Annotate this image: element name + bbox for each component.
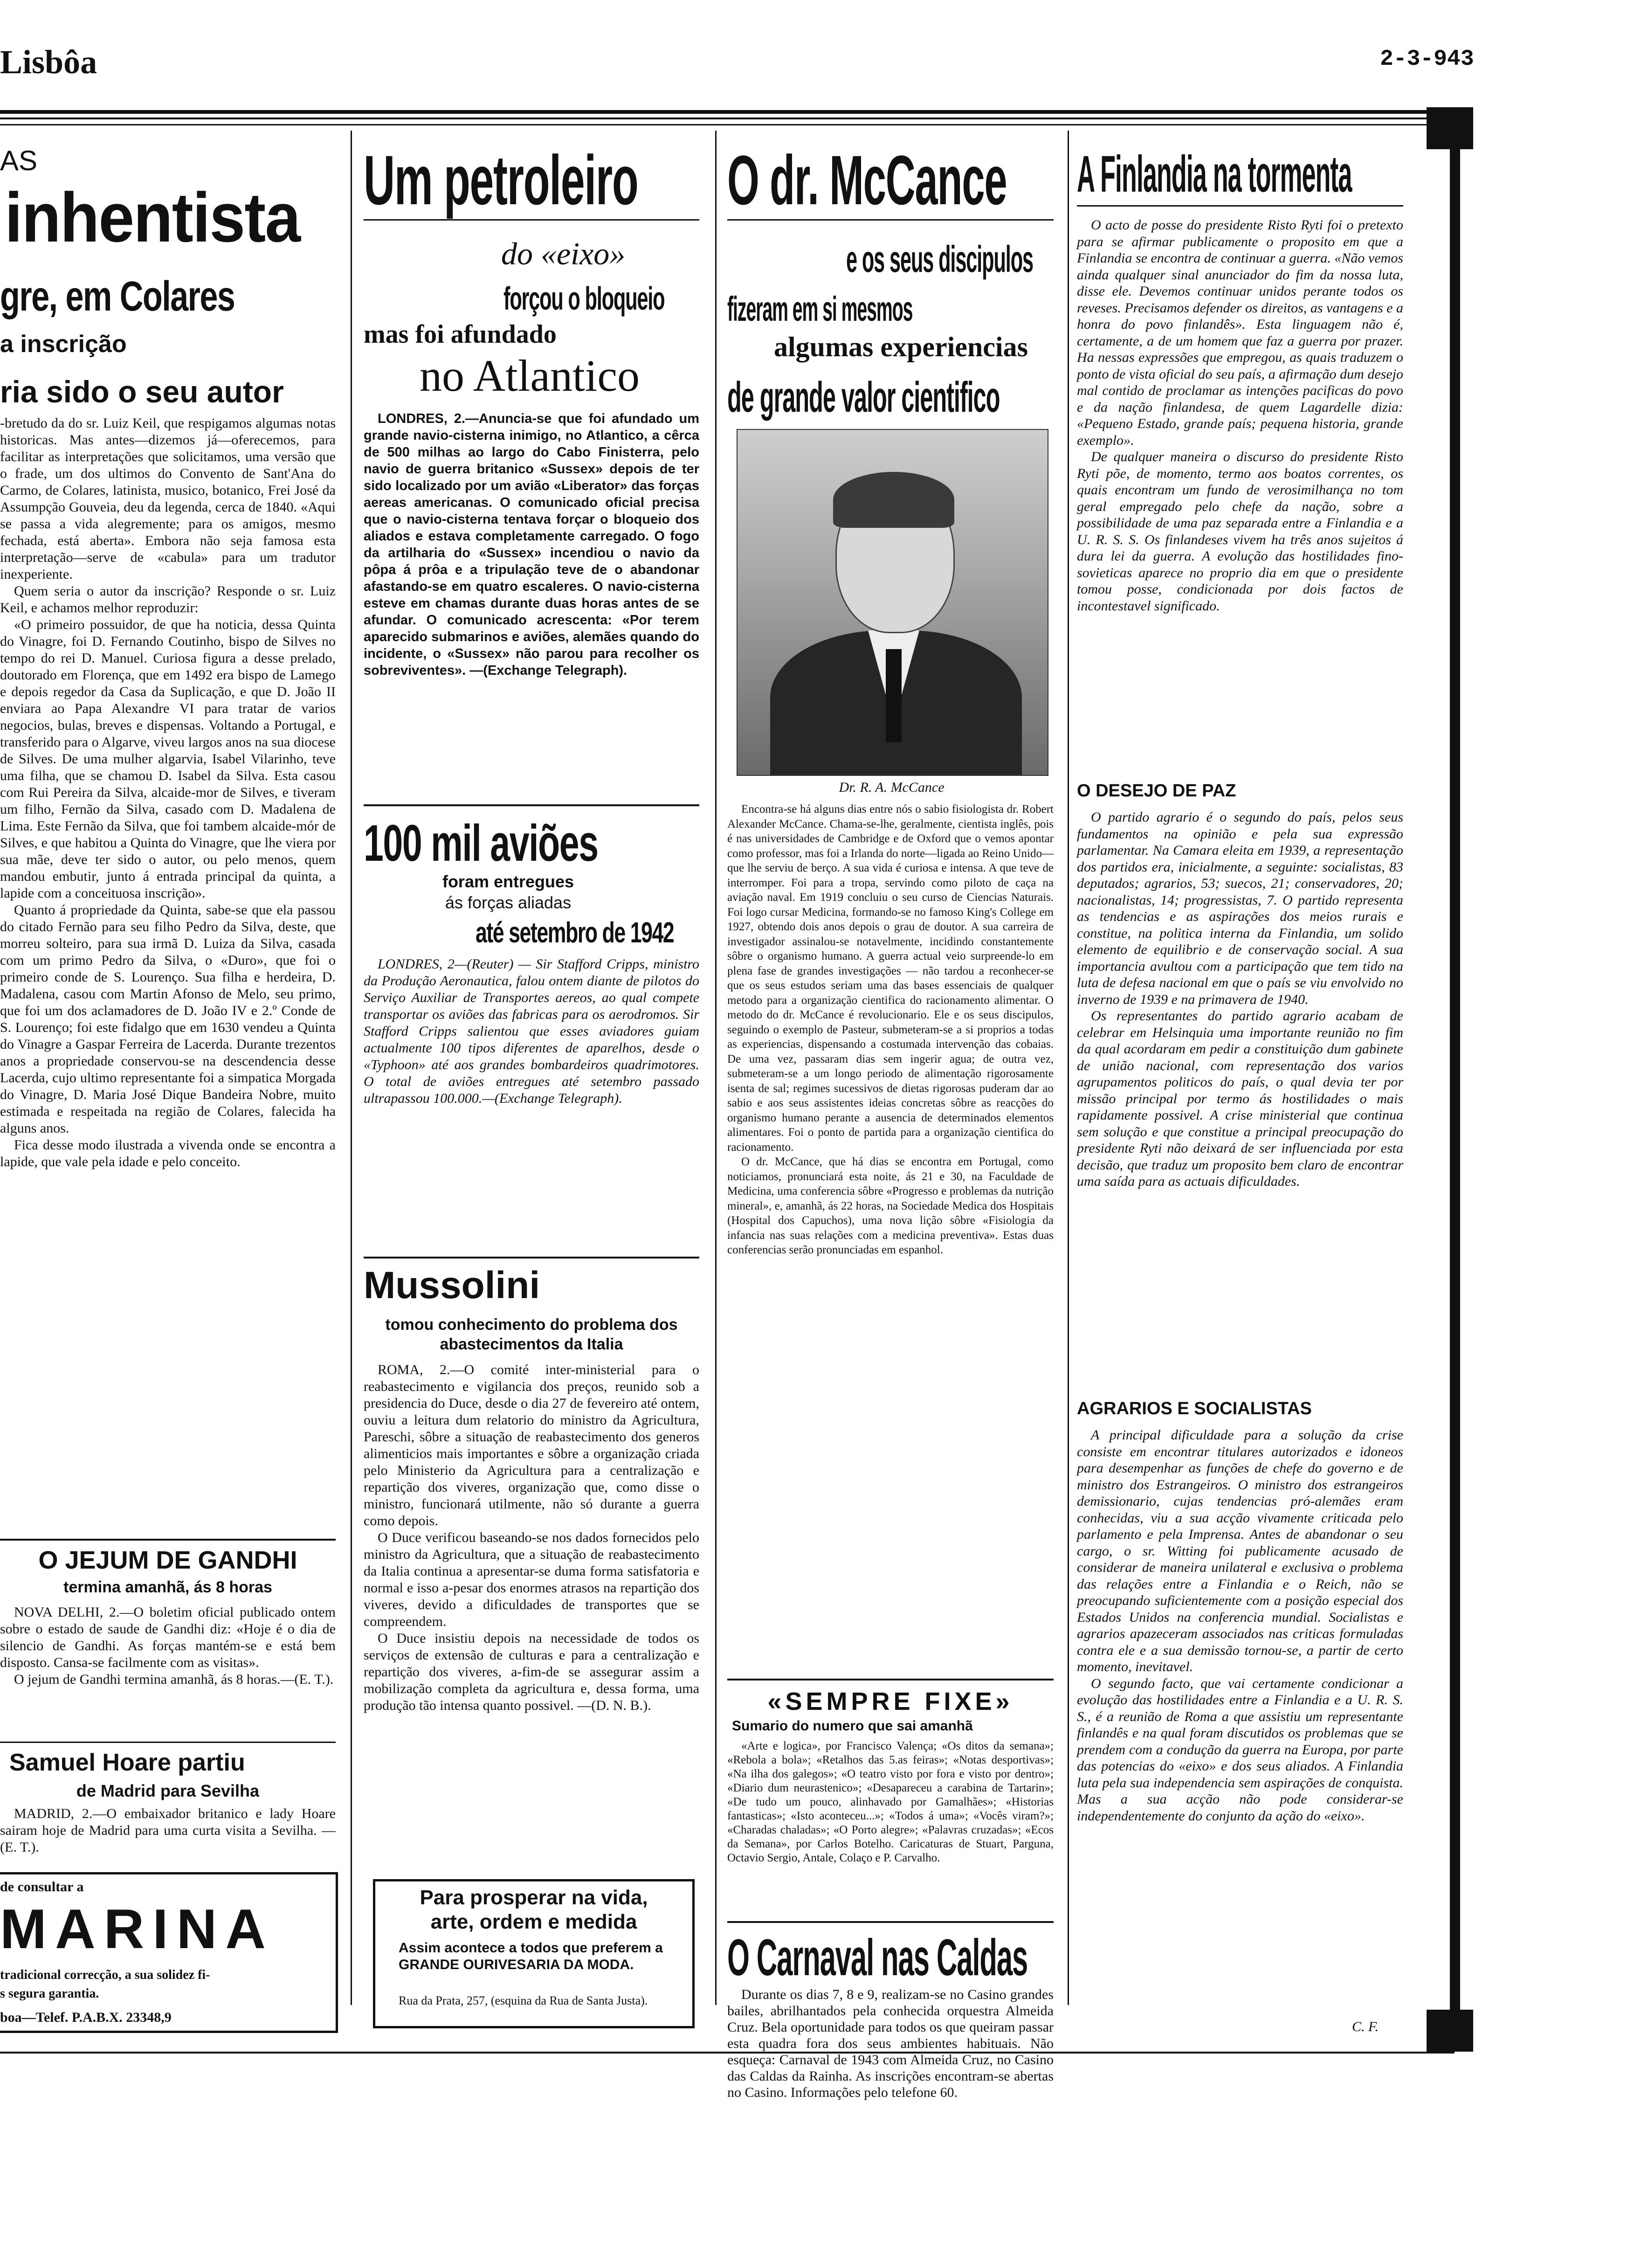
mccance-paragraph-2: O dr. McCance, que há dias se encontra em Portugal, como noticiamos, pronunciará esta noite, ás 21 e 30, na Faculdade de Medicina, uma conferencia sôbre «Progresso e problemas da nutrição mineral», e, amanhã, ás 22 horas, na Sociedade Medica dos Hospitais (Hospital dos Capuchos), uma nova lição sôbre «Fisiologia da infancia nas suas relações com a medicina preventiva». Estas duas conferencias serão pronunciadas em espanhol. — [727, 1155, 1054, 1256]
mccance-photo-caption: Dr. R. A. McCance — [839, 780, 945, 795]
finlandia-signature: C. F. — [1352, 2019, 1379, 2034]
header-date: 2-3-943 — [1380, 47, 1474, 72]
col3-divider-2 — [727, 1921, 1054, 1923]
mussolini-paragraph-3: O Duce insistiu depois na necessidade de todos os serviços de extensão de culturas e para a centralização e repartição dos viveres, a-fim-de se assegurar assim a mobilização completa da agricultura e, dessa forma, uma produção tão intensa quanto possivel. —(D. N. B.). — [364, 1631, 699, 1713]
desejo-paragraph-2: Os representantes do partido agrario acabam de celebrar em Helsinquia uma importante reunião no fim da qual acordaram em pedir a constituição dum gabinete de união nacional, com representação dos varios agrupamentos politicos do país, o qual devia ter por missão principal por termo ás hostilidades o mais rapidamente possivel. A crise ministerial que continua sem solução e que constitue a principal preocupação do presidente Ryti não deixará de ser influenciada por esta decisão, que traduz um proposito bem claro de encontrar uma saída para as actuais dificuldades. — [1077, 1008, 1403, 1189]
mccance-photo — [737, 429, 1048, 776]
gandhi-title: O JEJUM DE GANDHI — [38, 1546, 297, 1574]
margin-block-bottom — [1427, 2010, 1473, 2052]
marina-ad-line1: de consultar a — [0, 1879, 84, 1895]
petroleiro-sub-left: mas foi afundado — [364, 320, 557, 349]
finlandia-body — [1077, 217, 1403, 614]
col1-paragraph-5: Fica desse modo ilustrada a vivenda onde se encontra a lapide, que vale pela idade e pelo conceito. — [0, 1137, 336, 1169]
avioes-body: LONDRES, 2—(Reuter) — Sir Stafford Cripps, ministro da Produção Aeronautica, falou ontem diante de pilotos do Serviço Auxiliar de Transportes aereos, ao qual compete transportar os aviões das fabricas para os aerodromos. Sir Stafford Cripps salientou que esses aviadores guiam actualmente 100 tipos diferentes de aparelhos, desde o «Typhoon» até aos grandes bombardeiros quadrimotores. O total de aviões entregues até setembro passado ultrapassou 100.000.—(Exchange Telegraph). — [364, 956, 699, 1106]
col1-body — [0, 415, 336, 1170]
col1-paragraph-2: Quem seria o autor da inscrição? Responde o sr. Luiz Keil, e achamos melhor reproduzir: — [0, 583, 336, 615]
mccance-sub4: de grande valor cientifico — [727, 373, 1000, 421]
gandhi-paragraph-2: O jejum de Gandhi termina amanhã, ás 8 horas.—(E. T.). — [14, 1672, 334, 1687]
finlandia-paragraph-1: O acto de posse do presidente Risto Ryti foi o pretexto para se afirmar publicamente o proposito em que a Finlandia se encontra de continuar a guerra. «Não vemos ainda qualquer sinal anunciador do fim da nossa luta, disse ele. Devemos continuar unidos perante todos os reveses. Precisamos defender os direitos, as vantagens e a honra do povo finlandês». Esta linguagem não é, certamente, a de um homem que faz a guerra por prazer. Ha nessas expressões que empregou, as quais traduzem o ponto de vista oficial do seu país, a afirmação dum desejo mal contido de proclamar as intenções pacificas do povo e da nação finlandesa, de quem Lagardelle dizia: «Pequeno Estado, grande país; pequena historia, grande exemplo». — [1077, 217, 1403, 448]
desejo-title: O DESEJO DE PAZ — [1077, 781, 1236, 801]
col3-head-rule — [727, 219, 1054, 221]
sempre-fixe-body: «Arte e logica», por Francisco Valença; «Os ditos da semana»; «Rebola a bola»; «Retalhos das 5.as feiras»; «Notas desportivas»; «Na ilha dos galegos»; «O teatro visto por fora e visto por dentro»; «Diario dum neurastenico»; «Desapareceu a carabina de Tartarin»; «De tudo um pouco, alinhavado por Gamalhães»; «Historias fantasticas»; «Isto aconteceu...»; «Todos á uma»; «Vocês viram?»; «Charadas chaladas»; «O Porto alegre»; «Palavras cruzadas»; «Ecos da Semana», por Carlos Botelho. Caricaturas de Stuart, Parguna, Octavio Sergio, Antale, Colaço e P. Carvalho. — [727, 1740, 1054, 1864]
finlandia-paragraph-2: De qualquer maneira o discurso do presidente Risto Ryti põe, de momento, termo aos boatos correntes, os quais encontram um fundo de verosimilhança no tom geral empregado pelo chefe da nação, sobre a possibilidade de uma paz separada entre a Finlandia e a U. R. S. S. Os finlandeses vivem ha três anos sujeitos á dura lei da guerra. A evolução das hostilidades fino-sovieticas aparece no proprio dia em que o presidente tomou posse, condicionada por dois factos de incontestavel significado. — [1077, 449, 1403, 614]
mccance-sub1: e os seus discipulos — [846, 238, 1033, 280]
hoare-subtitle: de Madrid para Sevilha — [76, 1781, 260, 1800]
col1-paragraph-4: Quanto á propriedade da Quinta, sabe-se que ela passou do citado Fernão para seu filho Pedro da Silva, deste, que morreu solteiro, para sua irmã D. Luiza da Silva, casada com um primo Pedro da Silva, o «Duro», que foi o primeiro conde de S. Lourenço. Sua filha e herdeira, D. Madalena, casou com Martin Afonso de Melo, seu primo, que foi um dos aclamadores de D. João IV e 2.º Conde de S. Lourenço; foi este fidalgo que em 1630 vendeu a Quinta do Vinagre a Gaspar Ferreira de Lacerda. Durante trezentos anos a propriedade conservou-se na descendencia desse Lacerda, cujo ultimo representante foi a simpatica Morgada do Vinagre, D. Maria José Dique Bandeira Nobre, muito estimada e respeitada na região de Colares, falecida ha alguns anos. — [0, 902, 336, 1136]
mussolini-body — [364, 1362, 699, 1714]
page-header — [0, 0, 1641, 93]
petroleiro-body: LONDRES, 2.—Anuncia-se que foi afundado um grande navio-cisterna inimigo, no Atlantico, a cêrca de 500 milhas ao largo do Cabo Finisterra, pelo navio de guerra britanico «Sussex» depois de ter sido localizado por um avião «Liberator» das forças aereas americanas. O comunicado oficial precisa que o navio-cisterna tentava forçar o bloqueio dos aliados e estava completamente carregado. O fogo da artilharia do «Sussex» incendiou o navio da pôpa á prôa e a tripulação teve de o abandonar afastando-se em quatro escaleres. O navio-cisterna esteve em chamas durante duas horas antes de se afundar. O comunicado acrescenta: «Por terem aparecido submarinos e aviões, alemães quando do incidente, o «Sussex» não parou para recolher os sobreviventes». —(Exchange Telegraph). — [364, 411, 699, 678]
mussolini-paragraph-2: O Duce verificou baseando-se nos dados fornecidos pelo ministro da Agricultura, que a situação de reabastecimento da Italia continua a apresentar-se duma forma satisfatoria e normal e isso a-pesar dos enormes atrasos na repartição dos viveres, devido a dificuldades de transportes que se compreendem. — [364, 1530, 699, 1629]
avioes-title: 100 mil aviões — [364, 815, 598, 872]
petroleiro-sub-italic: do «eixo» — [501, 236, 626, 271]
col2-divider-1 — [364, 804, 699, 806]
col4-head-rule — [1077, 205, 1403, 207]
gandhi-paragraph-1: NOVA DELHI, 2.—O boletim oficial publicado ontem sobre o estado de saude de Gandhi diz: «Hoje é o dia de silencio de Gandhi. As forças mantém-se e está bem disposto. Cansa-se facilmente com as visitas». — [0, 1604, 336, 1670]
carnaval-body: Durante os dias 7, 8 e 9, realizam-se no Casino grandes bailes, abrilhantados pela conhecida orquestra Almeida Cruz. Bela oportunidade para todos os que queiram passar esta quadra fora dos seus ambientes habituais. Não esqueça: Carnaval de 1943 com Almeida Cruz, no Casino das Caldas da Rainha. As inscrições encontram-se abertas no Casino. Informações pelo telefone 60. — [727, 1987, 1054, 2100]
marina-ad-line3: s segura garantia. — [0, 1986, 99, 2001]
margin-bar — [1450, 149, 1460, 2014]
col1-sub2: a inscrição — [0, 331, 127, 358]
col1-divider-1 — [0, 1539, 336, 1541]
header-city: Lisbôa — [0, 43, 97, 81]
agrarios-body — [1077, 1427, 1403, 1824]
agrarios-paragraph-1: A principal dificuldade para a solução da crise consiste em encontrar titulares autorizados e idoneos para desempenhar as funções de chefe do governo e de ministro dos Estrangeiros. O ministro dos estrangeiros demissionario, cujas tendencias pró-alemães eram conhecidas, viu a sua acção vivamente criticada pelo parlamento e pela Imprensa. Antes de abandonar o seu cargo, o sr. Witting foi publicamente acusado de considerar de maneira unilateral e exclusiva o problema das relações entre a Finlandia e o Reich, não se preocupando suficientemente com a posição especial dos Estados Unidos na conferencia mundial. Socialistas e agrarios apazeceram associados nas criticas formuladas contra ele e a sua demissão tornou-se, a partir de certo momento, inevitavel. — [1077, 1427, 1403, 1674]
column-3 — [727, 131, 1063, 2100]
mccance-body — [727, 802, 1054, 1258]
sempre-fixe-subtitle: Sumario do numero que sai amanhã — [732, 1718, 973, 1734]
petroleiro-sub-big: no Atlantico — [420, 351, 640, 401]
hoare-title: Samuel Hoare partiu — [9, 1749, 245, 1776]
mussolini-paragraph-1: ROMA, 2.—O comité inter-ministerial para o reabastecimento e vigilancia dos preços, reunido sob a presidencia do Duce, desde o dia 27 de fevereiro até ontem, ouviu a leitura dum relatorio do ministro da Agricultura, Pareschi, sôbre a situação de reabastecimento dos generos alimenticios mais importantes e sôbre a organização criada pelo Ministerio da Agricultura para a centralização e repartição dos viveres, organização que, como disse o ministro, funcionará utilmente, não só durante a guerra como depois. — [364, 1362, 699, 1528]
ourivesaria-ad — [373, 1879, 695, 2028]
mccance-sub2: fizeram em si mesmos — [727, 290, 913, 328]
col1-paragraph-1: -bretudo da do sr. Luiz Keil, que respigamos algumas notas historicas. Mas antes—dizemos já—oferecemos, para facilitar as interpretações que solicitamos, uma versão que o frade, um dos ultimos do Convento de Sant'Ana do Carmo, de Colares, latinista, musico, botanico, Frei José da Assumpção Gouveia, deu da legenda, cerca de 1840. «Aqui se passa a vida alegremente; para os amigos, mesmo fechada, está aberta». Embora não seja famosa esta interpretação—serve de «cabula» para um tradutor inexperiente. — [0, 415, 336, 582]
avioes-sub1: foram entregues — [442, 872, 574, 891]
column-2 — [364, 131, 709, 2042]
mussolini-title: Mussolini — [364, 1264, 540, 1307]
col3-divider-1 — [727, 1679, 1054, 1680]
ourivesaria-ad-body: Assim acontece a todos que preferem a GRANDE OURIVESARIA DA MODA. — [399, 1940, 663, 1972]
photo-tie — [886, 649, 902, 742]
col1-divider-2 — [0, 1742, 336, 1743]
header-rule-thin — [0, 124, 1455, 125]
marina-ad — [0, 1872, 338, 2033]
desejo-paragraph-1: O partido agrario é o segundo do país, pelos seus fundamentos na opinião e pela sua expressão parlamentar. Na Camara eleita em 1939, a representação dos partidos era, inicialmente, a seguinte: socialistas, 83 deputados; agrarios, 53; suecos, 21; conservadores, 20; nacionalistas, 14; progressistas, 7. O partido representa as tendencias e as aspirações dos meios rurais e constitue, na politica interna da Finlandia, um solido elemento de equilibrio e de conservação social. A sua importancia avultou com a participação que tem tido na luta de defesa nacional em que o país se viu envolvido no inverno de 1939 e na primavera de 1940. — [1077, 809, 1403, 1007]
mccance-sub3: algumas experiencias — [774, 332, 1028, 362]
col2-head-rule — [364, 219, 699, 221]
photo-hair — [833, 472, 954, 528]
col2-divider-2 — [364, 1257, 699, 1258]
ourivesaria-ad-address: Rua da Prata, 257, (esquina da Rua de Santa Justa). — [399, 1994, 648, 2007]
avioes-sub2: ás forças aliadas — [445, 893, 572, 912]
col1-headline: inhentista — [5, 178, 300, 256]
avioes-sub3: até setembro de 1942 — [476, 917, 674, 949]
ourivesaria-ad-title2: arte, ordem e medida — [430, 1910, 637, 1933]
petroleiro-sub-right: forçou o bloqueio — [503, 280, 665, 317]
header-rule-top — [0, 110, 1455, 114]
col-separator-3 — [1068, 131, 1069, 2005]
marina-ad-line2: tradicional correcção, a sua solidez fi- — [0, 1968, 210, 1982]
hoare-body: MADRID, 2.—O embaixador britanico e lady Hoare sairam hoje de Madrid para uma curta visita a Sevilha. —(E. T.). — [0, 1806, 336, 1855]
column-1 — [0, 131, 345, 2042]
sempre-fixe-title: «SEMPRE FIXE» — [767, 1687, 1014, 1715]
col1-paragraph-3: «O primeiro possuidor, de que ha noticia, dessa Quinta do Vinagre, foi D. Fernando Coutinho, bispo de Silves no tempo do rei D. Manuel. Curiosa figura a desse prelado, doutorado em Florença, que em 1492 era bispo de Lamego e depois regedor da Casa da Suplicação, e que D. João II enviara ao Papa Alexandre VI para tratar de varios negocios, bulas, breves e dispensas. Voltando a Portugal, e transferido para o Algarve, viveu largos anos na sua diocese de Silves. De uma mulher algarvia, Isabel Vilarinho, teve uma filha, que se chamou D. Isabel da Silva. Esta casou com Rui Pereira da Silva, alcaide-mor de Silves, e tiveram um filho, Fernão da Silva, casado com D. Madalena de Lima. Este Fernão da Silva, que foi tambem alcaide-mór de Silves, e que habitou a Quinta do Vinagre, que lhe viera por sua mãe, deve ter sido o autor, ou pelo menos, quem mandou embutir, junto á entrada principal da quinta, a lapide com a conceituosa inscrição». — [0, 617, 336, 901]
column-4 — [1077, 131, 1422, 2042]
agrarios-title: AGRARIOS E SOCIALISTAS — [1077, 1399, 1312, 1418]
gandhi-body — [0, 1604, 336, 1688]
carnaval-title: O Carnaval nas Caldas — [727, 1929, 1028, 1986]
header-rule-bottom — [0, 118, 1455, 119]
agrarios-paragraph-2: O segundo facto, que vai certamente condicionar a evolução das hostilidades entre a Finlandia e a U. R. S. S., é a reunião de Roma a que assistiu um representante finlandês e na qual foram discutidos os problemas que se prendem com a condução da guerra na Europa, por parte das potencias do «eixo» e dos seus aliados. A Finlandia luta pela sua independencia sem aspirações de conquista. Mas a sua acção não pode considerar-se independentemente do conjunto da ação do «eixo». — [1077, 1675, 1403, 1824]
petroleiro-headline: Um petroleiro — [364, 141, 638, 219]
desejo-body — [1077, 809, 1403, 1190]
ourivesaria-ad-title1: Para prosperar na vida, — [420, 1886, 648, 1909]
finlandia-headline: A Finlandia na tormenta — [1077, 145, 1352, 203]
margin-block-top — [1427, 107, 1473, 149]
marina-ad-name: MARINA — [0, 1898, 274, 1960]
mccance-paragraph-1: Encontra-se há alguns dias entre nós o sabio fisiologista dr. Robert Alexander McCance. Chama-se-lhe, geralmente, cientista inglês, pois é nas universidades de Cambridge e de Oxford que o vemos apontar como professor, mas foi a Irlanda do norte—ligada ao Reino Unido—que lhe serviu de berço. A sua vida é curiosa e intensa. A que teve de interromper. Foi para a tropa, servindo como piloto de caça na aviação naval. Em 1919 concluiu o seu curso de Ciencias Naturais. Foi logo cursar Medicina, formando-se no famoso King's College em 1927, obtendo dois anos depois o grau de doutor. A sua carreira de investigador assinalou-se notavelmente, incidindo constantemente sôbre o organismo humano. A guerra actual veio surpreende-lo em plena fase de grandes investigações — não tardou a reconhecer-se que os seus estudos seriam uma das bases essenciais de qualquer metodo para a organização cientifica do racionamento alimentar. O metodo do dr. McCance é revolucionario. Ele e os seus discipulos, seguindo o exemplo de Pasteur, submeteram-se a si proprios a todas as experiencias, dispensando a costumada intervenção das cobaias. De uma vez, passaram dias sem ingerir agua; de outra vez, submeteram-se a um longo periodo de alimentação rigorosamente isenta de sal; regimes sucessivos de dietas rigorosas puderam dar ao sabio e aos seus assistentes ideias concretas sôbre as reacções do organismo humano perante a ausencia de determinados elementos alimentares. Foi o ponto de partida para a organização cientifica do racionamento. — [727, 803, 1054, 1154]
col-separator-2 — [715, 131, 717, 2005]
col1-sub3: ria sido o seu autor — [0, 374, 284, 409]
col1-kicker: AS — [0, 145, 38, 176]
mccance-headline: O dr. McCance — [727, 141, 1007, 219]
col1-sub1: gre, em Colares — [0, 273, 235, 320]
mussolini-subtitle: tomou conhecimento do problema dos abastecimentos da Italia — [385, 1316, 678, 1353]
marina-ad-phone: boa—Telef. P.A.B.X. 23348,9 — [0, 2010, 172, 2025]
gandhi-subtitle: termina amanhã, ás 8 horas — [63, 1578, 272, 1596]
col-separator-1 — [351, 131, 352, 2005]
